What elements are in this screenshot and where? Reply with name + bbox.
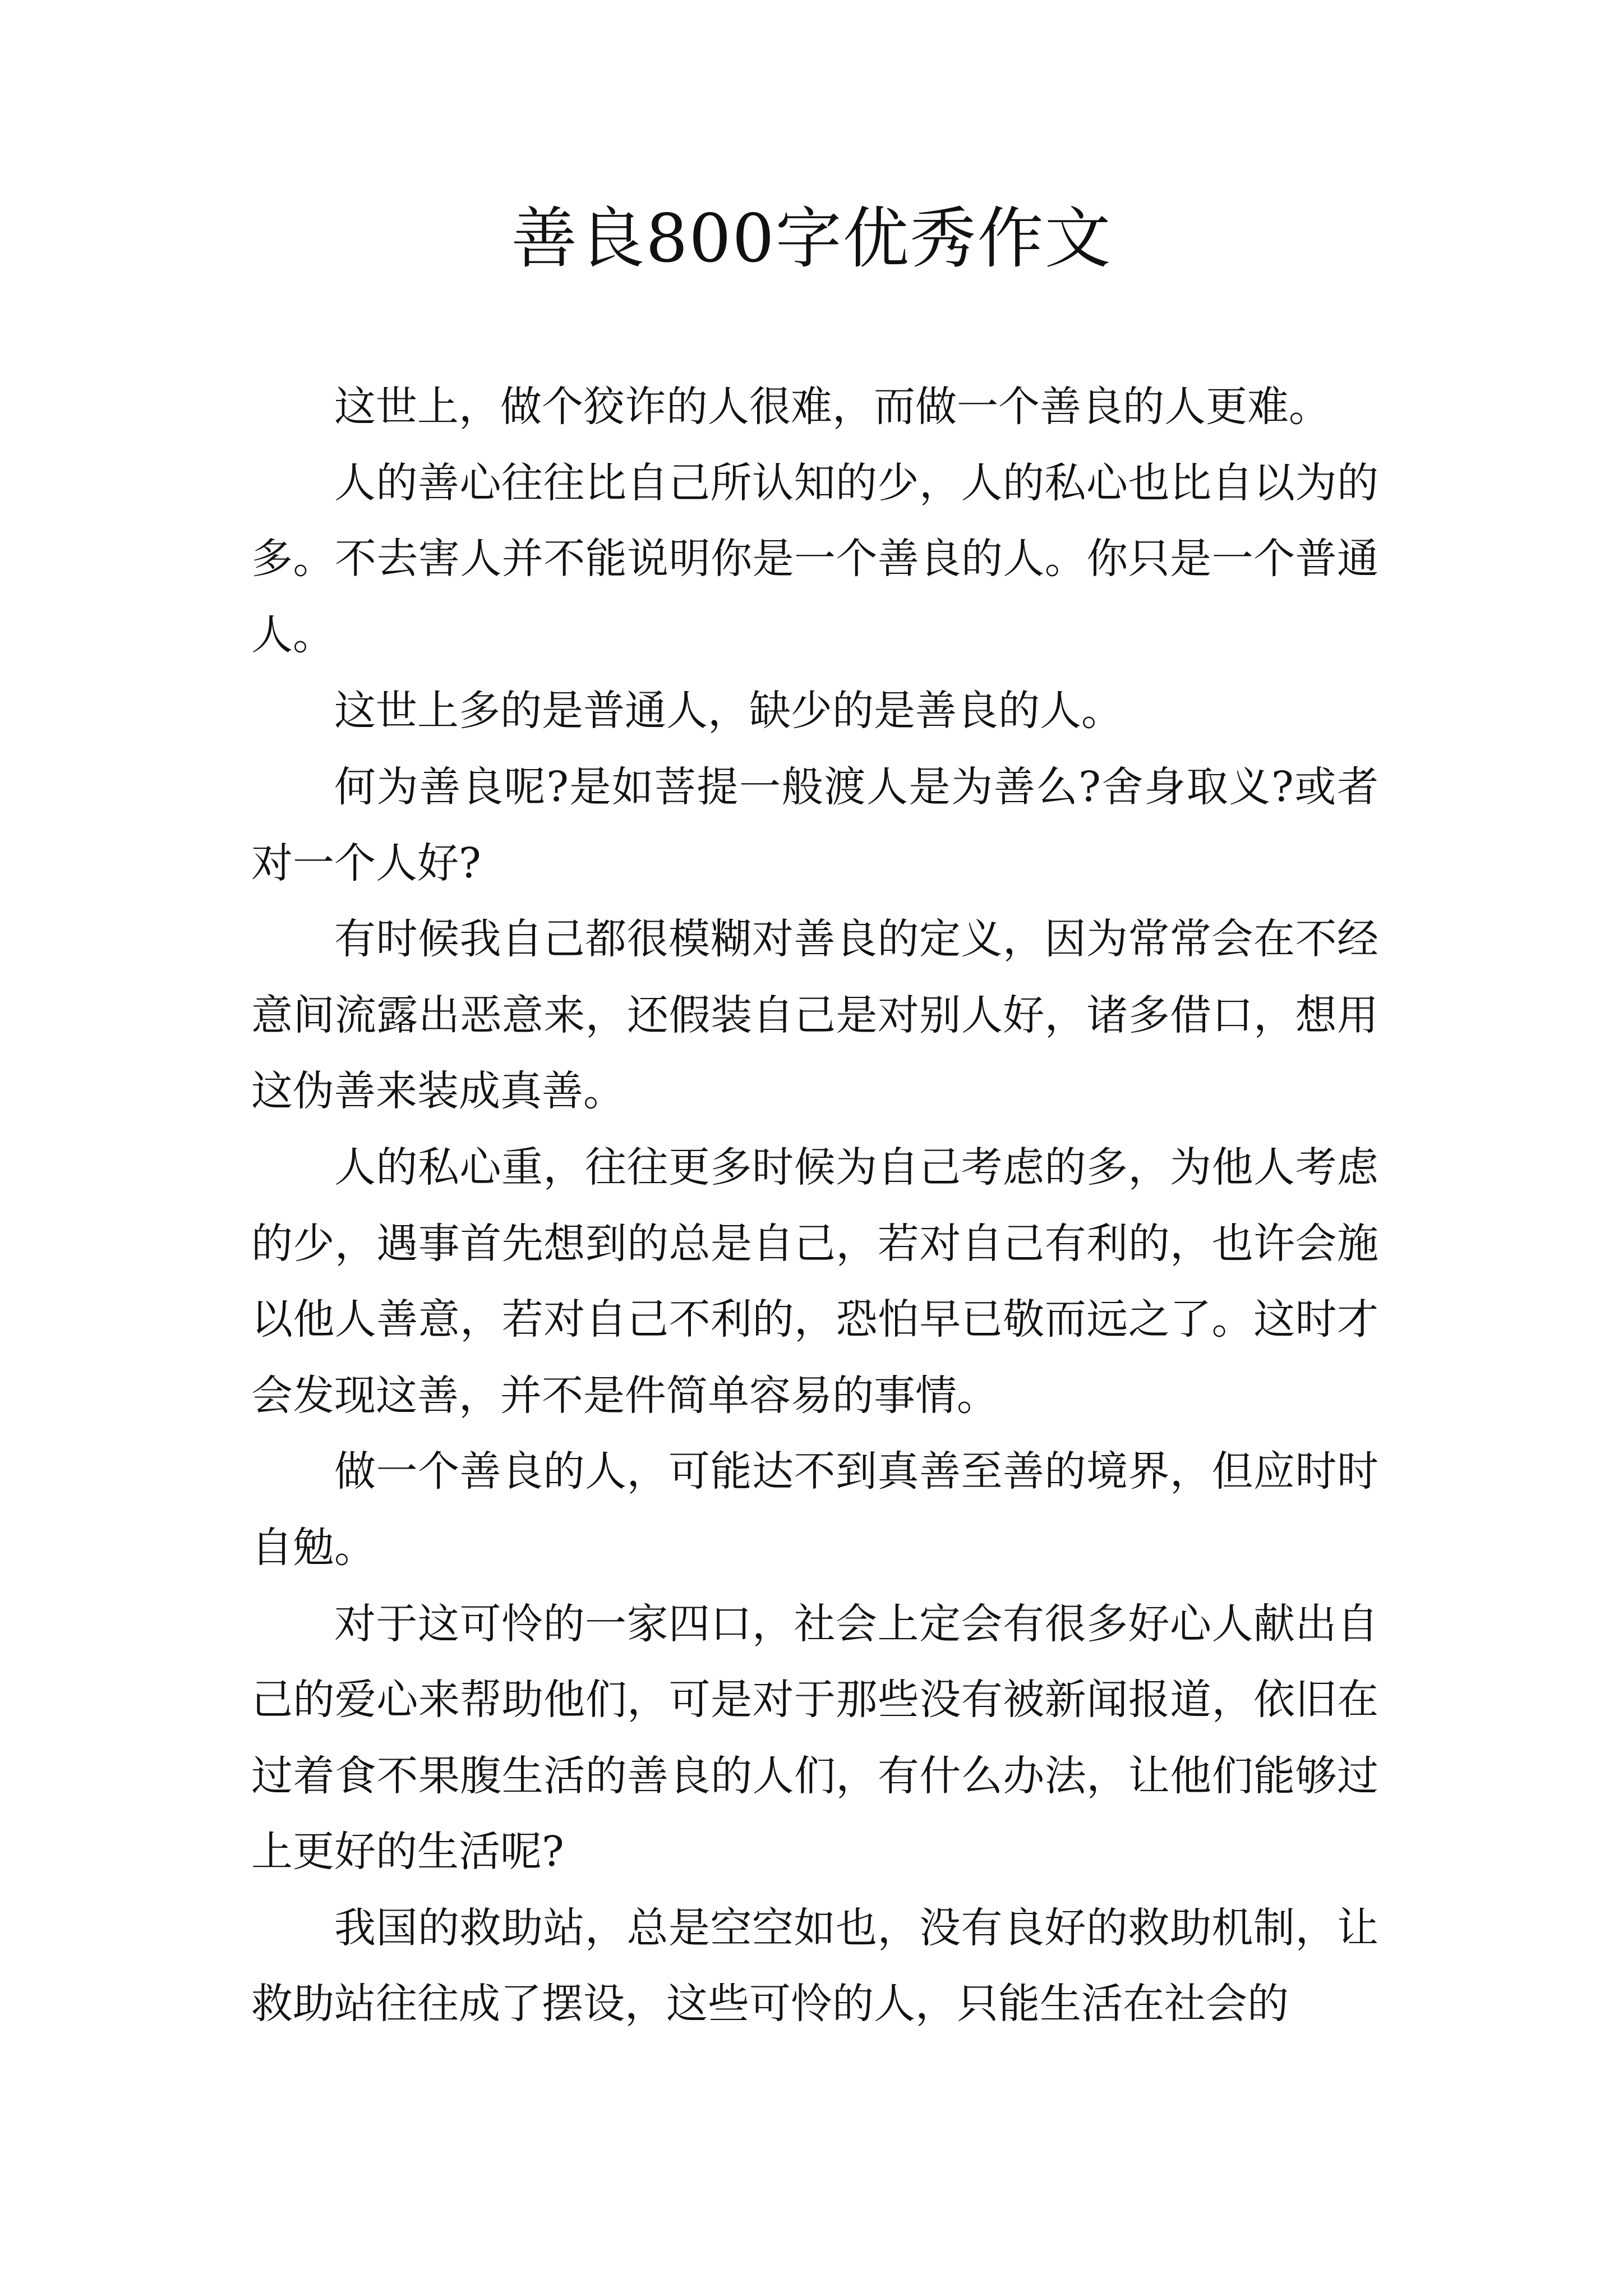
paragraph: 人的善心往往比自己所认知的少，人的私心也比自以为的多。不去害人并不能说明你是一个善良的人。你只是一个普通人。: [251, 458, 1378, 659]
paragraph: 何为善良呢?是如菩提一般渡人是为善么?舍身取义?或者对一个人好?: [251, 762, 1378, 887]
paragraph: 我国的救助站，总是空空如也，没有良好的救助机制，让救助站往往成了摆设，这些可怜的人，只能生活在社会的: [251, 1903, 1378, 2028]
paragraph: 这世上多的是普通人，缺少的是善良的人。: [334, 687, 1123, 735]
document-title: 善良800字优秀作文: [511, 200, 1112, 277]
paragraph: 有时候我自己都很模糊对善良的定义，因为常常会在不经意间流露出恶意来，还假装自己是对别人好，诸多借口，想用这伪善来装成真善。: [251, 915, 1378, 1116]
paragraph: 人的私心重，往往更多时候为自己考虑的多，为他人考虑的少，遇事首先想到的总是自己，若对自己有利的，也许会施以他人善意，若对自己不利的，恐怕早已敬而远之了。这时才会发现这善，并不是件简单容易的事情。: [251, 1143, 1378, 1420]
paragraph: 这世上，做个狡诈的人很难，而做一个善良的人更难。: [334, 383, 1330, 431]
paragraph: 做一个善良的人，可能达不到真善至善的境界，但应时时自勉。: [251, 1447, 1378, 1572]
document-body: [251, 369, 1378, 2042]
paragraph: 对于这可怜的一家四口，社会上定会有很多好心人献出自己的爱心来帮助他们，可是对于那些没有被新闻报道，依旧在过着食不果腹生活的善良的人们，有什么办法，让他们能够过上更好的生活呢?: [251, 1599, 1378, 1876]
